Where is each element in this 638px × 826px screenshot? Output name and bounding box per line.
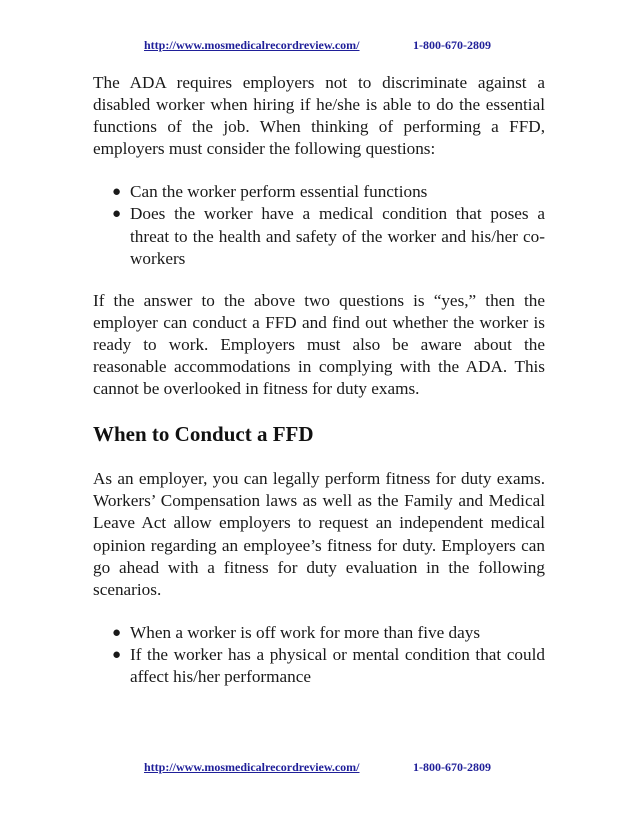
- page-header: [0, 38, 638, 56]
- list-item: [93, 181, 545, 203]
- list-item-text: Can the worker perform essential functions: [130, 182, 428, 202]
- intro-paragraph: The ADA requires employers not to discriminate against a disabled worker when hiring if he/she is able to do the essential functions of the job. When thinking of performing a FFD, employers must consider the following questions:: [93, 73, 545, 159]
- list-item: [93, 203, 545, 269]
- answer-paragraph: If the answer to the above two questions is “yes,” then the employer can conduct a FFD and find out whether the worker is ready to work. Employers must also be aware about the reasonable accommodations in complying with the ADA. This cannot be overlooked in fitness for duty exams.: [93, 290, 545, 399]
- bullet-icon: ●: [112, 206, 122, 223]
- header-website-link[interactable]: http://www.mosmedicalrecordreview.com/: [144, 38, 360, 52]
- bullet-icon: ●: [112, 624, 122, 641]
- employer-paragraph: As an employer, you can legally perform fitness for duty exams. Workers’ Compensation laws as well as the Family and Medical Leave Act allow employers to request an independent medical opinion regarding an employee’s fitness for duty. Employers can go ahead with a fitness for duty evaluation in the following scenarios.: [93, 469, 545, 599]
- ffd-scenarios-list: [93, 622, 545, 688]
- list-item-text: If the worker has a physical or mental condition that could affect his/her performance: [130, 644, 545, 686]
- footer-phone-number: 1-800-670-2809: [413, 760, 491, 774]
- footer-website-link[interactable]: http://www.mosmedicalrecordreview.com/: [144, 760, 360, 774]
- document-body: [93, 72, 545, 688]
- header-phone-number: 1-800-670-2809: [413, 38, 491, 52]
- list-item: [93, 622, 545, 644]
- ffd-questions-list: [93, 181, 545, 269]
- section-heading: When to Conduct a FFD: [93, 422, 314, 447]
- bullet-icon: ●: [112, 646, 122, 663]
- bullet-icon: ●: [112, 184, 122, 201]
- list-item-text: When a worker is off work for more than five days: [130, 622, 481, 642]
- list-item: [93, 644, 545, 688]
- page-footer: [0, 760, 638, 778]
- list-item-text: Does the worker have a medical condition that poses a threat to the health and safety of the worker and his/her co-workers: [130, 204, 545, 268]
